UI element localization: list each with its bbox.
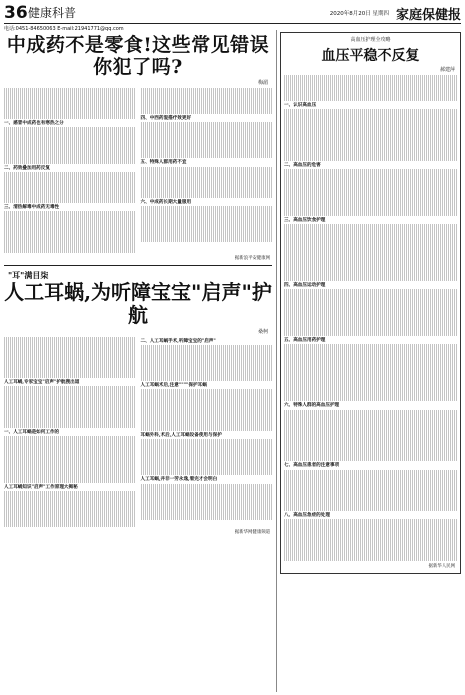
text-line <box>141 426 273 431</box>
newspaper-name: 家庭保健报 <box>395 8 461 23</box>
text-line <box>284 331 457 336</box>
text-line <box>4 423 136 428</box>
subheading: 二、人工耳蜗手术,听障宝宝的"启声" <box>140 338 216 344</box>
subheading: 五、特殊人群用药不宜 <box>140 160 187 166</box>
page-number: 36 <box>4 3 28 23</box>
article-chinese-medicine <box>4 34 272 261</box>
subheading: 三、高血压饮食护理 <box>284 217 326 223</box>
text-line <box>284 556 457 561</box>
contact-line: 电话:0451-84650063 E-mail:21941771@qq.com <box>4 26 124 32</box>
article-title: 血压平稳不反复 <box>321 48 420 64</box>
issue-date: 2020年8月20日 星期四 <box>329 11 389 17</box>
right-column <box>280 32 461 692</box>
article-topic: 高血压护理全攻略 <box>350 37 391 43</box>
article-byline: 梅湄 <box>257 80 268 86</box>
subheading: 四、高血压运动护理 <box>284 283 326 289</box>
text-line <box>141 376 273 381</box>
article-source: 据新华网健康频道 <box>234 530 270 536</box>
subheading: 人工耳蜗,并非一劳永逸,看完才会明白 <box>140 477 218 483</box>
subheading: 人工耳蜗知识"启声"工作原理大揭秘 <box>4 484 78 490</box>
subheading: 五、高血压用药护理 <box>284 338 326 344</box>
text-line <box>4 373 136 378</box>
subheading: 人工耳蜗,专家宝宝"启声"护航搜出道 <box>4 380 80 386</box>
article-source: 据新华人民网 <box>428 563 455 569</box>
article-body-col2 <box>141 337 273 528</box>
article-title: 中成药不是零食!这些常见错误你犯了吗? <box>6 34 270 78</box>
article-body-col1 <box>4 88 136 253</box>
page-header <box>4 3 461 24</box>
subheading: 三、清热解毒中成药无毒性 <box>4 204 60 210</box>
text-line <box>4 198 136 203</box>
text-line <box>4 522 136 527</box>
text-line <box>141 237 273 242</box>
text-line <box>284 506 457 511</box>
article-hypertension <box>280 32 461 574</box>
text-line <box>141 470 273 475</box>
text-line <box>284 96 457 101</box>
article-body-col2 <box>141 88 273 253</box>
subheading: 二、高血压的危害 <box>284 163 321 169</box>
subheading: 一、认识高血压 <box>284 102 317 108</box>
article-byline: 桑柯 <box>257 328 268 335</box>
article-kicker: "耳"满目柒 <box>8 269 49 280</box>
subheading: 人工耳蜗术后,注意""""保护耳蜗 <box>140 383 207 389</box>
subheading: 六、特殊人群的高血压护理 <box>284 403 340 409</box>
subheading: 二、药效叠加用药反复 <box>4 165 50 171</box>
section-name: 健康科普 <box>28 6 77 20</box>
text-line <box>141 193 273 198</box>
subheading: 八、高血压急症的处理 <box>284 513 330 519</box>
subheading: 四、中西药混搭疗效更好 <box>140 115 192 121</box>
text-line <box>141 515 273 520</box>
subheading: 六、中成药长期大量服用 <box>140 199 192 205</box>
article-byline: 郝建萍 <box>439 67 455 73</box>
text-line <box>4 114 136 119</box>
article-source: 据新浪平安健康网 <box>234 255 270 261</box>
subheading: 一、人工耳蜗是如何工作的 <box>4 429 60 435</box>
text-line <box>141 109 273 114</box>
text-line <box>141 153 273 158</box>
text-line <box>4 158 136 163</box>
article-cochlear-implant <box>4 270 272 536</box>
article-body-col1 <box>4 337 136 528</box>
subheading: 七、高血压患者的注意事项 <box>284 463 340 469</box>
article-title: 人工耳蜗,为听障宝宝"启声"护航 <box>4 279 272 327</box>
text-line <box>284 211 457 216</box>
text-line <box>284 456 457 461</box>
text-line <box>284 156 457 161</box>
text-line <box>4 247 136 252</box>
left-column <box>4 32 272 537</box>
section-divider <box>4 265 272 266</box>
subheading: 一、感冒中成药也有寒热之分 <box>4 121 64 127</box>
article-body <box>284 75 457 561</box>
column-divider <box>276 30 277 692</box>
text-line <box>284 276 457 281</box>
subheading: 耳蜗外科,术后,人工耳蜗设备使用与保护 <box>140 432 222 438</box>
text-line <box>284 396 457 401</box>
text-line <box>4 478 136 483</box>
